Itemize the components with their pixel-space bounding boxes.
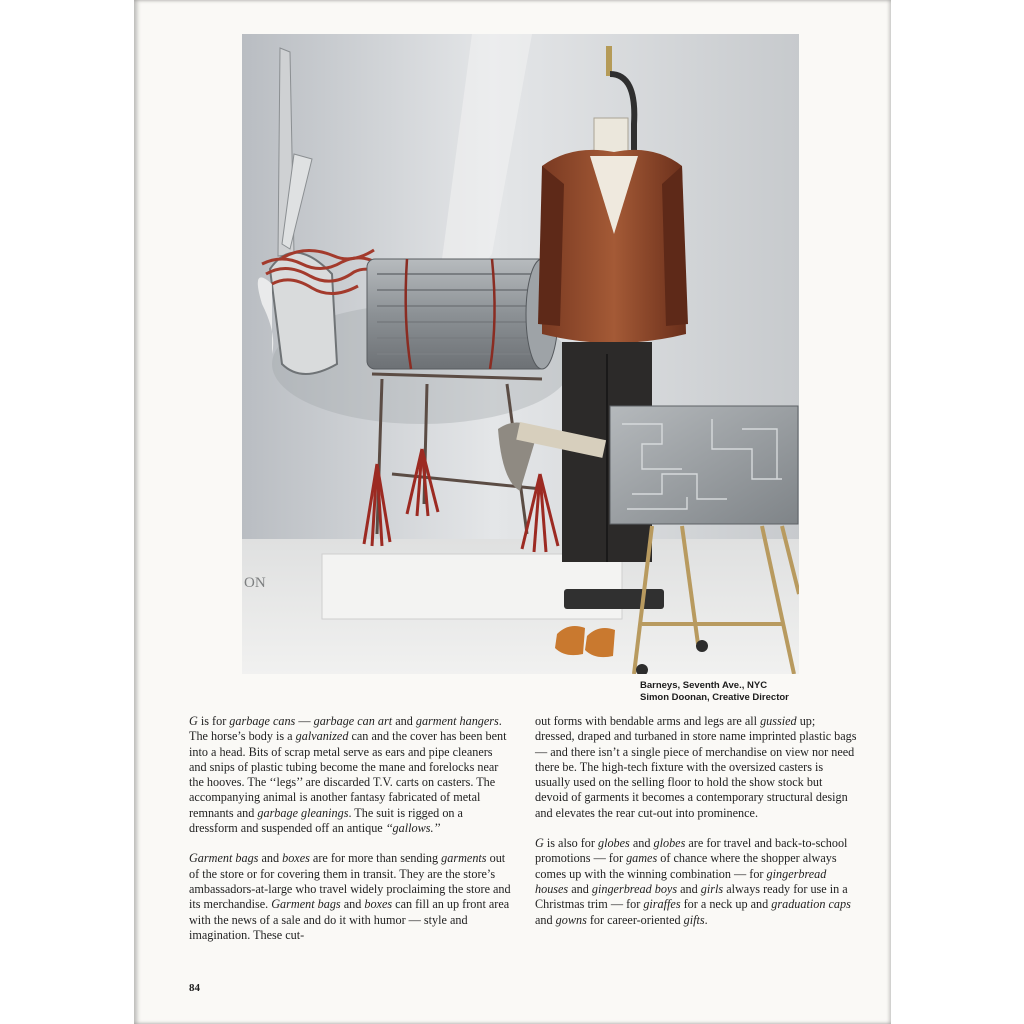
text-run: of chance where the shopper always comes up with the winning combination — for <box>535 851 837 881</box>
text-column-left <box>189 714 511 958</box>
text-run: are for travel and back-to-school promotions — for <box>535 836 848 866</box>
text-run: is also for <box>543 836 598 851</box>
italic-term: Garment bags <box>271 897 341 912</box>
text-run: and <box>568 881 592 896</box>
text-run: is for <box>197 714 230 728</box>
caption-location: Barneys, Seventh Ave., NYC <box>640 680 768 691</box>
text-run: . The horse’s body is a <box>189 714 502 744</box>
italic-term: G <box>535 836 544 851</box>
text-run: and <box>535 912 556 927</box>
text-run: can and the cover has been bent into a head. Bits of scrap metal serve as ears and pipe cleaners and snips of plastic tubing become the mane and forelocks near the hooves. The ‘‘legs’’ are discarded T.V. carts on casters. The accompanying animal is another fantasy fabricated of metal remnants and <box>189 729 507 820</box>
paragraph-garbage-cans <box>189 714 511 836</box>
page-number: 84 <box>189 982 200 994</box>
text-column-right <box>535 714 857 943</box>
italic-term: garment hangers <box>415 714 499 728</box>
paragraph-globes <box>535 836 857 928</box>
italic-term: graduation caps <box>771 897 851 912</box>
italic-term: globes <box>597 836 630 851</box>
text-run: out forms with bendable arms and legs are all <box>535 714 761 728</box>
wall-sign-text: ON <box>244 575 266 591</box>
paragraph-garment-bags <box>189 851 511 943</box>
italic-term: giraffes <box>643 897 681 912</box>
italic-term: galvanized <box>295 729 349 744</box>
italic-term: gingerbread boys <box>591 881 678 896</box>
text-run: and <box>340 897 365 912</box>
paragraph-cut-out-forms <box>535 714 857 821</box>
page-margin-left <box>0 0 134 1024</box>
text-run: . The suit is rigged on a dressform and suspended off an antique <box>189 805 463 836</box>
text-run: are for more than sending <box>309 851 442 866</box>
italic-term: boxes <box>364 897 393 912</box>
page-margin-right <box>891 0 1024 1024</box>
italic-term: gifts <box>683 912 705 927</box>
italic-term: garbage gleanings <box>257 805 349 820</box>
italic-term: globes <box>653 836 686 851</box>
text-run: can fill an up front area with the news of a sale and do it with humor — style and imagination. These cut- <box>189 897 510 942</box>
italic-term: gussied <box>760 714 797 728</box>
caption-credit: Simon Doonan, Creative Director <box>640 692 789 703</box>
text-run: and <box>677 881 701 896</box>
text-run: . <box>704 912 708 927</box>
window-display-photo <box>242 34 799 674</box>
photo-illustration <box>242 34 799 674</box>
italic-term: garbage can art <box>313 714 393 728</box>
italic-term: boxes <box>282 851 310 866</box>
text-run: and <box>629 836 654 851</box>
text-run: for career-oriented <box>586 912 684 927</box>
italic-term: G <box>189 714 198 728</box>
text-run: out of the store or for covering them in transit. They are the store’s ambassadors-at-large who travel widely proclaiming the store and its merchandise. <box>189 851 511 912</box>
italic-term: garbage cans <box>229 714 296 728</box>
text-run: up; dressed, draped and turbaned in store name imprinted plastic bags — and there isn’t a single piece of merchandise on view nor need there be. The high-tech fixture with the oversized casters is usually used on the selling floor to hold the show stock but devoid of garments it becomes a contemporary structural design and elevates the rear cut-out into prominence. <box>535 714 857 820</box>
italic-term: gowns <box>555 912 587 927</box>
italic-term: girls <box>700 881 724 896</box>
photo-caption <box>640 680 810 704</box>
text-run: — <box>295 714 314 728</box>
text-run: and <box>392 714 416 728</box>
text-run: always ready for use in a Christmas trim — for <box>535 881 848 912</box>
text-run: and <box>258 851 283 866</box>
italic-term: garments <box>441 851 487 866</box>
italic-term: games <box>626 851 658 866</box>
italic-term: gingerbread houses <box>535 866 827 896</box>
italic-term: ‘‘gallows.’’ <box>385 821 441 836</box>
text-run: for a neck up and <box>680 897 772 912</box>
italic-term: Garment bags <box>189 851 259 866</box>
